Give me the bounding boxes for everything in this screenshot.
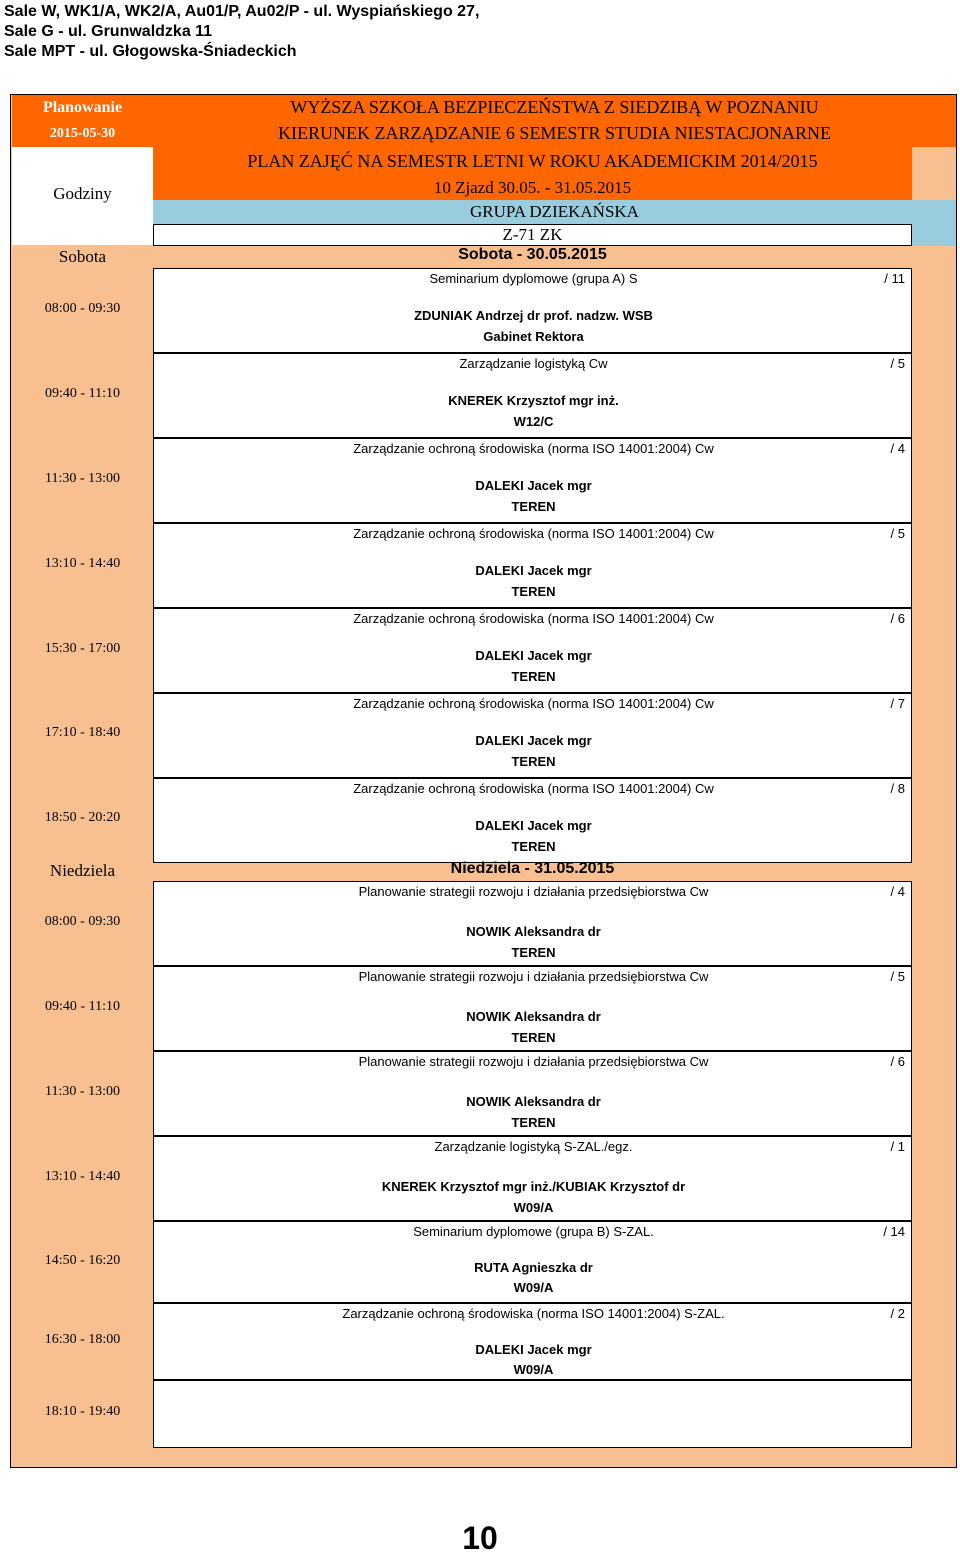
hours-number: / 4 [890,441,905,456]
subject: Zarządzanie logistyką Cw [459,356,608,371]
subject: Zarządzanie ochroną środowiska (norma ISO 14001:2004) S-ZAL. [342,1306,725,1321]
plan-title: PLAN ZAJĘĆ NA SEMESTR LETNI W ROKU AKADEMICKIM 2014/2015 [153,147,912,175]
class-block [153,353,912,438]
teacher: RUTA Agnieszka dr [474,1260,593,1275]
room: W09/A [513,1200,554,1215]
group-title: GRUPA DZIEKAŃSKA [153,200,956,224]
planning-date: 2015-05-30 [12,120,153,147]
hours-number: / 14 [883,1224,905,1239]
class-block [153,1051,912,1136]
kierunek-title: KIERUNEK ZARZĄDZANIE 6 SEMESTR STUDIA NIESTACJONARNE [153,120,956,147]
subject: Zarządzanie logistyką S-ZAL./egz. [434,1139,633,1154]
class-block [153,1221,912,1303]
group-code: Z-71 ZK [153,224,912,246]
subject: Seminarium dyplomowe (grupa A) S [429,271,638,286]
subject: Zarządzanie ochroną środowiska (norma ISO 14001:2004) Cw [353,441,714,456]
class-block [153,966,912,1051]
address-line-1: Sale W, WK1/A, WK2/A, Au01/P, Au02/P - ul. Wyspiańskiego 27, [4,3,480,20]
teacher: DALEKI Jacek mgr [475,478,592,493]
teacher: NOWIK Aleksandra dr [466,924,601,939]
class-block [153,268,912,353]
subject: Zarządzanie ochroną środowiska (norma ISO 14001:2004) Cw [353,781,714,796]
room: W09/A [513,1280,554,1295]
class-block [153,1136,912,1221]
time-slot: 17:10 - 18:40 [44,725,121,740]
room: TEREN [511,839,556,854]
time-slot: 13:10 - 14:40 [44,556,121,571]
room: TEREN [511,754,556,769]
time-slot: 18:50 - 20:20 [44,810,121,825]
page-number: 10 [462,1520,498,1556]
room: W09/A [513,1362,554,1377]
teacher: KNEREK Krzysztof mgr inż./KUBIAK Krzysztof dr [381,1179,686,1194]
subject: Planowanie strategii rozwoju i działania przedsiębiorstwa Cw [358,1054,709,1069]
subject: Planowanie strategii rozwoju i działania przedsiębiorstwa Cw [358,969,709,984]
hours-number: / 8 [890,781,905,796]
teacher: DALEKI Jacek mgr [475,818,592,833]
hours-number: / 6 [890,611,905,626]
room: TEREN [511,1115,556,1130]
hours-number: / 2 [890,1306,905,1321]
teacher: NOWIK Aleksandra dr [466,1009,601,1024]
sunday-title: Niedziela - 31.05.2015 [450,860,615,877]
address-line-3: Sale MPT - ul. Głogowska-Śniadeckich [4,43,297,60]
time-slot: 09:40 - 11:10 [45,386,120,401]
time-slot: 11:30 - 13:00 [45,1084,120,1099]
hours-number: / 5 [890,356,905,371]
subject: Zarządzanie ochroną środowiska (norma ISO 14001:2004) Cw [353,696,714,711]
room: TEREN [511,1030,556,1045]
hours-number: / 11 [884,271,905,286]
time-slot: 15:30 - 17:00 [44,641,121,656]
godziny-label [12,147,153,245]
teacher: DALEKI Jacek mgr [475,733,592,748]
subject: Zarządzanie ochroną środowiska (norma ISO 14001:2004) Cw [353,526,714,541]
empty-class-block [153,1380,912,1448]
time-slot: 11:30 - 13:00 [45,471,120,486]
time-slot: 16:30 - 18:00 [44,1332,121,1347]
class-block [153,1303,912,1380]
hours-number: / 1 [890,1139,905,1154]
sunday-label: Niedziela [49,861,116,880]
subject: Planowanie strategii rozwoju i działania przedsiębiorstwa Cw [358,884,709,899]
saturday-label: Sobota [58,247,107,266]
time-slot: 08:00 - 09:30 [44,914,121,929]
hours-number: / 5 [890,969,905,984]
address-line-2: Sale G - ul. Grunwaldzka 11 [4,23,213,40]
hours-number: / 6 [890,1054,905,1069]
godziny-text: Godziny [53,184,112,203]
room: TEREN [511,584,556,599]
subject: Zarządzanie ochroną środowiska (norma ISO 14001:2004) Cw [353,611,714,626]
time-slot: 18:10 - 19:40 [44,1404,121,1419]
school-name: WYŻSZA SZKOŁA BEZPIECZEŃSTWA Z SIEDZIBĄ W POZNANIU [153,95,956,120]
teacher: ZDUNIAK Andrzej dr prof. nadzw. WSB [414,308,653,323]
class-block [153,778,912,863]
class-block [153,881,912,966]
class-block [153,693,912,778]
saturday-title: Sobota - 30.05.2015 [458,246,607,263]
room: TEREN [511,499,556,514]
zjazd-title: 10 Zjazd 30.05. - 31.05.2015 [153,175,912,200]
class-block [153,523,912,608]
class-block [153,438,912,523]
time-slot: 14:50 - 16:20 [44,1253,121,1268]
hours-number: / 7 [890,696,905,711]
hours-number: / 4 [890,884,905,899]
planowanie-label: Planowanie [12,95,153,120]
room: W12/C [513,414,554,429]
teacher: DALEKI Jacek mgr [475,563,592,578]
time-slot: 13:10 - 14:40 [44,1169,121,1184]
teacher: NOWIK Aleksandra dr [466,1094,601,1109]
room: TEREN [511,945,556,960]
time-slot: 09:40 - 11:10 [45,999,120,1014]
time-slot: 08:00 - 09:30 [44,301,121,316]
teacher: DALEKI Jacek mgr [475,648,592,663]
class-block [153,608,912,693]
group-code-spacer [912,224,956,246]
room: Gabinet Rektora [483,329,584,344]
teacher: KNEREK Krzysztof mgr inż. [448,393,619,408]
hours-number: / 5 [890,526,905,541]
teacher: DALEKI Jacek mgr [475,1342,592,1357]
room: TEREN [511,669,556,684]
subject: Seminarium dyplomowe (grupa B) S-ZAL. [413,1224,654,1239]
